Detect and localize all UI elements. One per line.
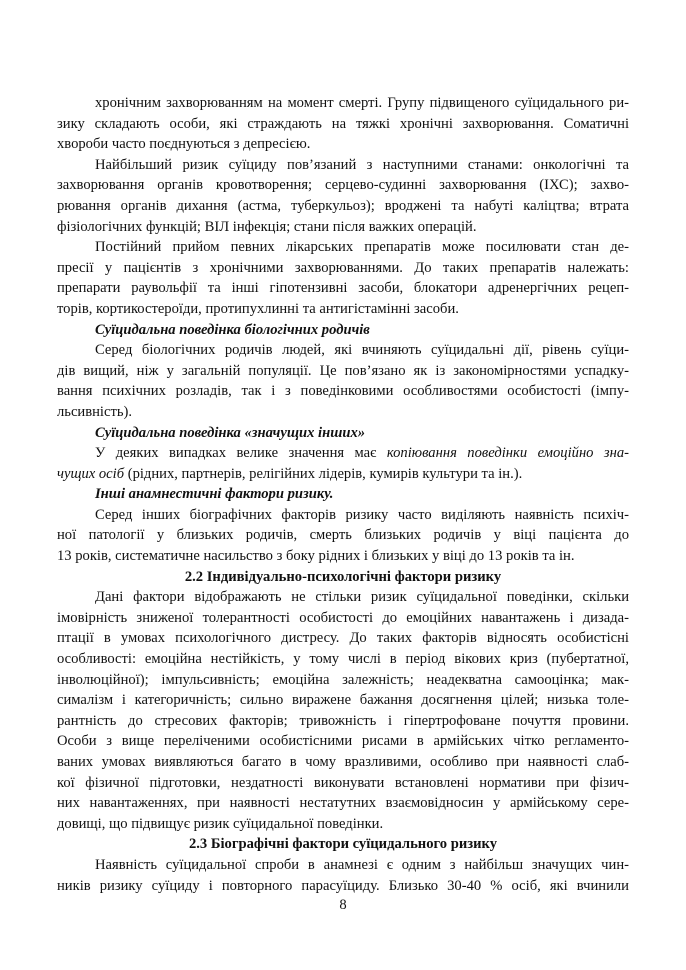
text-line: зику складають особи, які страждають на тяжкі хронічні захворювання. Соматичні: [57, 115, 629, 132]
italic-text-run: чущих осіб: [57, 465, 125, 482]
text-line: ної патології у близьких родичів, смерть близьких родичів у віці пацієнта до: [57, 527, 629, 544]
paragraph: [57, 587, 629, 834]
text-line: Наявність суїцидальної спроби в анамнезі є одним з найбільш значущих чин-: [95, 856, 629, 873]
text-line: Постійний прийом певних лікарських препаратів може посилювати стан де-: [95, 239, 629, 256]
text-line: торів, кортикостероїди, протипухлинні та антигістамінні засоби.: [57, 300, 459, 317]
section-subheading: Інші анамнестичні фактори ризику.: [95, 486, 334, 503]
text-line: кої фізичної підготовки, нездатності виконувати встановлені нормативи при фізич-: [57, 774, 629, 791]
section-heading: 2.3 Біографічні фактори суїцидального ризику: [188, 836, 498, 853]
page-number: 8: [339, 897, 347, 913]
text-line: льсивність).: [57, 403, 132, 420]
text-run: (рідних, партнерів, релігійних лідерів, кумирів культури та ін.).: [124, 465, 523, 482]
section-subheading: Суїцидальна поведінка біологічних родичів: [95, 321, 370, 338]
paragraph: [57, 443, 629, 484]
paragraph: [57, 237, 629, 319]
paragraph: [57, 505, 629, 567]
paragraph: [57, 340, 629, 422]
text-line: Особи з вище переліченими особистісними рисами в армійських чітко регламенто-: [57, 733, 629, 750]
italic-text-run: копіювання поведінки емоційно зна-: [386, 445, 629, 462]
text-run: У деяких випадках велике значення має: [95, 445, 387, 462]
text-line: інволюційної); імпульсивність; емоційна залежність; неадекватна самооцінка; мак-: [57, 671, 629, 688]
paragraph: [57, 855, 629, 896]
page-body: [57, 93, 629, 896]
text-line: особливості: емоційна нестійкість, у тому числі в період вікових криз (пубертатної,: [57, 651, 629, 668]
text-line: імовірність зниженої толерантності особистості до емоційних навантажень і дизада-: [57, 609, 629, 626]
text-line: [57, 443, 629, 464]
text-line: рантність до стресових факторів; тривожність і гіпертрофоване почуття провини.: [57, 712, 629, 729]
text-line: фізіологічних функцій; ВІЛ інфекція; стани після важких операцій.: [57, 218, 477, 235]
text-line: сималізм і категоричність; сильно виражене бажання досягнення цілей; низька толе-: [57, 692, 629, 709]
text-line: рювання органів дихання (астма, туберкульоз); вроджені та набуті каліцтва; втрата: [57, 197, 629, 214]
text-line: вання психічних розладів, так і з поведінковими особливостями особистості (імпу-: [57, 383, 629, 400]
text-line: хвороби часто поєднуються з депресією.: [57, 136, 311, 153]
text-line: довищі, що підвищує ризик суїцидальної поведінки.: [57, 815, 384, 832]
text-line: препарати раувольфії та інші гіпотензивні засоби, блокатори адренергічних рецеп-: [57, 280, 629, 297]
text-line: ників ризику суїциду і повторного парасуїциду. Близько 30-40 % осіб, які вчинили: [57, 877, 629, 894]
text-line: Найбільший ризик суїциду пов’язаний з наступними станами: онкологічні та: [95, 156, 629, 173]
text-line: [57, 464, 629, 485]
text-line: 13 років, систематичне насильство з боку рідних і близьких у віці до 13 років та ін.: [57, 548, 575, 565]
text-line: пресії у пацієнтів з хронічними захворюваннями. До таких препаратів належать:: [57, 259, 629, 276]
text-line: захворювання органів кровотворення; серцево-судинні захворювання (ІХС); захво-: [57, 177, 629, 194]
text-line: хронічним захворюванням на момент смерті. Групу підвищеного суїцидального ри-: [95, 95, 629, 111]
text-line: Серед інших біографічних факторів ризику часто виділяють наявність психіч-: [95, 506, 629, 523]
section-subheading: Суїцидальна поведінка «значущих інших»: [95, 424, 366, 441]
paragraph: [57, 155, 629, 237]
text-line: дів вищий, ніж у загальній популяції. Це пов’язано як із закономірностями успадку-: [57, 362, 629, 379]
section-heading: 2.2 Індивідуально-психологічні фактори ризику: [184, 568, 502, 585]
text-line: них навантаженнях, при наявності нестатутних взаємовідносин у армійському сере-: [57, 795, 629, 812]
text-line: Серед біологічних родичів людей, які вчиняють суїцидальні дії, рівень суїци-: [95, 342, 629, 359]
paragraph: [57, 93, 629, 155]
text-line: ваних умовах виявляються багато в чому вразливими, особливо при наявності слаб-: [57, 754, 629, 770]
text-line: Дані фактори відображають не стільки ризик суїцидальної поведінки, скільки: [95, 589, 629, 606]
text-line: птації в умовах психологічного дистресу. До таких факторів відносять особистісні: [57, 630, 629, 647]
